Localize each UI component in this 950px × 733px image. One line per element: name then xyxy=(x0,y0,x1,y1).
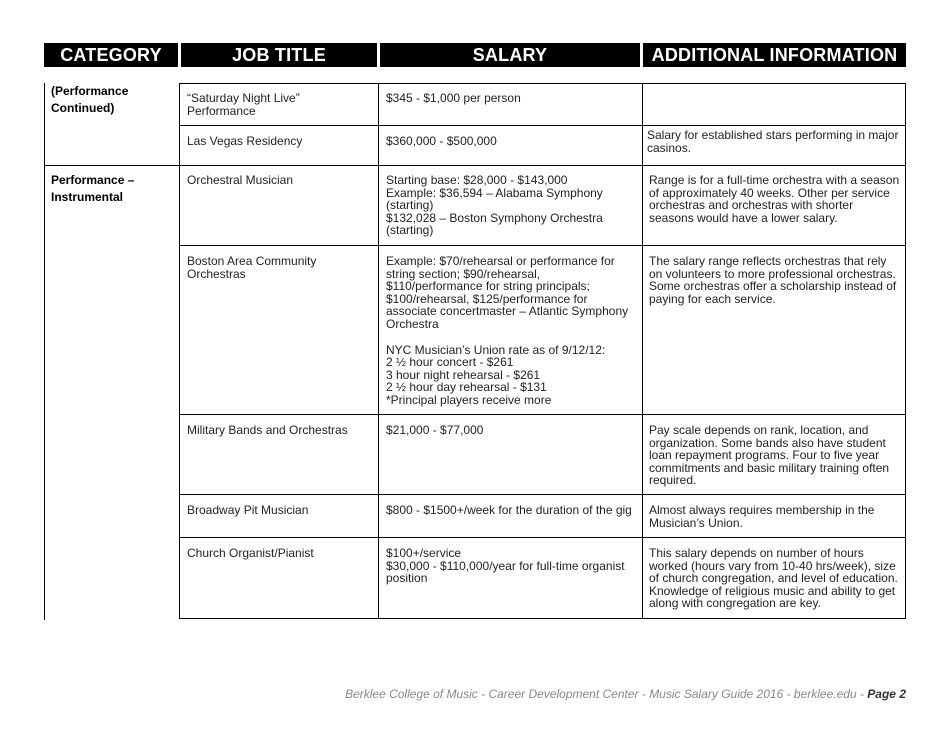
footer-text: Berklee College of Music - Career Development Center - Music Salary Guide 2016 - berklee.edu - xyxy=(345,687,868,701)
category-left-border xyxy=(44,83,45,620)
table-row-divider xyxy=(179,125,906,126)
job-title-cell: Broadway Pit Musician xyxy=(187,503,309,517)
info-cell: This salary depends on number of hours worked (hours vary from 10-40 hrs/week), size of church congregation, and level of education. Knowledge of religious music and ability to get along with congregation are key. xyxy=(649,546,898,611)
salary-cell: $100+/service $30,000 - $110,000/year for full-time organist position xyxy=(386,546,625,586)
header-job-title: JOB TITLE xyxy=(181,43,377,67)
category-label-performance-continued: (Performance Continued) xyxy=(51,84,129,115)
salary-cell: $800 - $1500+/week for the duration of the gig xyxy=(386,503,632,517)
table-row xyxy=(187,92,367,117)
table-border-right xyxy=(905,83,906,619)
job-title-cell: Las Vegas Residency xyxy=(187,134,303,148)
info-cell: The salary range reflects orchestras that rely on volunteers to more professional orchestras. Some orchestras offer a scholarship instead of paying for each service. xyxy=(649,254,897,306)
info-cell: Salary for established stars performing in major casinos. xyxy=(647,128,899,155)
page-number: Page 2 xyxy=(867,687,906,701)
job-title-cell: Orchestral Musician xyxy=(187,173,294,187)
info-cell: Range is for a full-time orchestra with a season of approximately 40 weeks. Other per service orchestras and orchestras with shorter seasons would have a lower salary. xyxy=(649,173,900,225)
salary-cell: $21,000 - $77,000 xyxy=(386,423,484,437)
job-title-cell: “Saturday Night Live” Performance xyxy=(187,91,300,118)
salary-cell: $360,000 - $500,000 xyxy=(386,134,497,148)
table-border-job-salary xyxy=(378,83,379,619)
table-row-divider xyxy=(179,494,906,495)
table-row-divider xyxy=(179,165,906,166)
header-category: CATEGORY xyxy=(44,43,178,67)
table-row-divider xyxy=(179,618,906,619)
table-row-divider xyxy=(179,245,906,246)
salary-cell: $345 - $1,000 per person xyxy=(386,91,521,105)
header-additional-information: ADDITIONAL INFORMATION xyxy=(643,43,906,67)
table-border-salary-info xyxy=(642,83,643,619)
job-title-cell: Church Organist/Pianist xyxy=(187,546,314,560)
job-title-cell: Military Bands and Orchestras xyxy=(187,423,348,437)
table-row-divider xyxy=(179,414,906,415)
category-label-performance-instrumental: Performance – Instrumental xyxy=(51,173,135,204)
category-divider xyxy=(44,165,180,166)
info-cell: Pay scale depends on rank, location, and organization. Some bands also have student loan repayment programs. Four to five year commitments and basic military training often required. xyxy=(649,423,890,488)
salary-cell: Starting base: $28,000 - $143,000 Example: $36,594 – Alabama Symphony (starting) $132,028 – Boston Symphony Orchestra (starting) xyxy=(386,173,603,238)
table-row-divider xyxy=(179,537,906,538)
header-salary: SALARY xyxy=(380,43,640,67)
table-row-divider xyxy=(179,83,906,84)
table-border-left xyxy=(179,83,180,619)
job-title-cell: Boston Area Community Orchestras xyxy=(187,254,317,281)
salary-cell: Example: $70/rehearsal or performance for string section; $90/rehearsal, $110/performance for string principals; $100/rehearsal, $125/performance for associate concertmaster – Atlantic Symphony Orchestra NYC Musician’s Union rate as of 9/12/12: 2 ½ hour concert - $261 3 hour night rehearsal - $261 2 ½ hour day rehearsal - $131 *Principal players receive more xyxy=(386,254,629,407)
info-cell: Almost always requires membership in the Musician’s Union. xyxy=(649,503,875,530)
page-footer xyxy=(345,687,906,701)
